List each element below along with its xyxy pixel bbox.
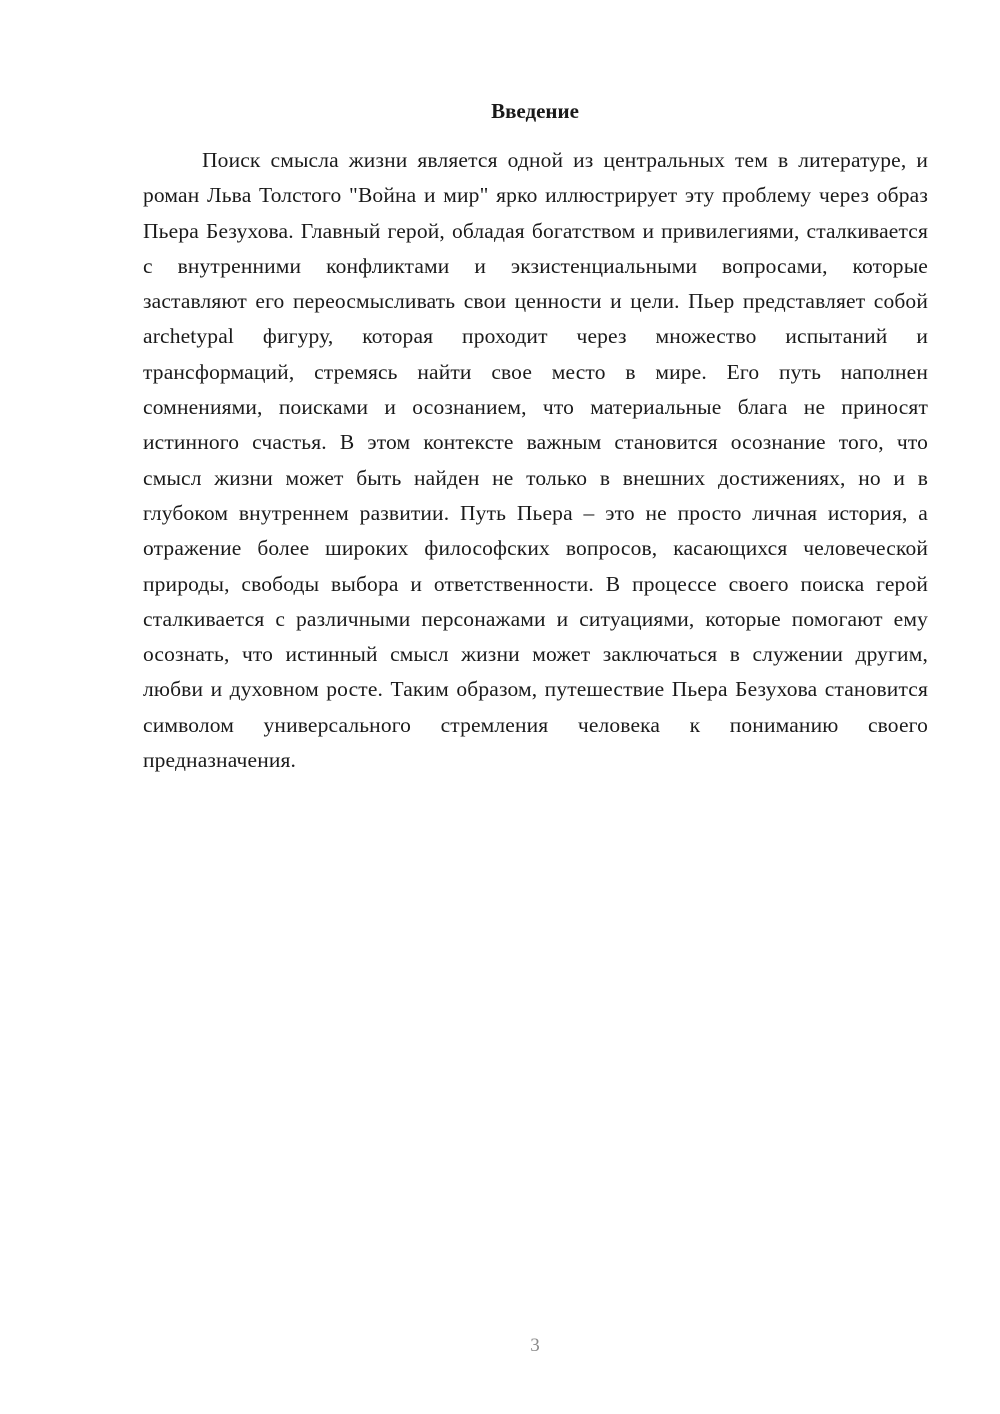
page-number: 3: [530, 1335, 540, 1356]
section-heading: Введение: [491, 99, 579, 123]
body-paragraph: Поиск смысла жизни является одной из центральных тем в литературе, и роман Льва Толстого "Война и мир" ярко иллюстрирует эту проблему через образ Пьера Безухова. Главный герой, обладая богатством и привилегиями, сталкивается с внутренними конфликтами и экзистенциальными вопросами, которые заставляют его переосмысливать свои ценности и цели. Пьер представляет собой archetypal фигуру, которая проходит через множество испытаний и трансформаций, стремясь найти свое место в мире. Его путь наполнен сомнениями, поисками и осознанием, что материальные блага не приносят истинного счастья. В этом контексте важным становится осознание того, что смысл жизни может быть найден не только в внешних достижениях, но и в глубоком внутреннем развитии. Путь Пьера – это не просто личная история, а отражение более широких философских вопросов, касающихся человеческой природы, свободы выбора и ответственности. В процессе своего поиска герой сталкивается с различными персонажами и ситуациями, которые помогают ему осознать, что истинный смысл жизни может заключаться в служении другим, любви и духовном росте. Таким образом, путешествие Пьера Безухова становится символом универсального стремления человека к пониманию своего предназначения.: [143, 148, 928, 773]
